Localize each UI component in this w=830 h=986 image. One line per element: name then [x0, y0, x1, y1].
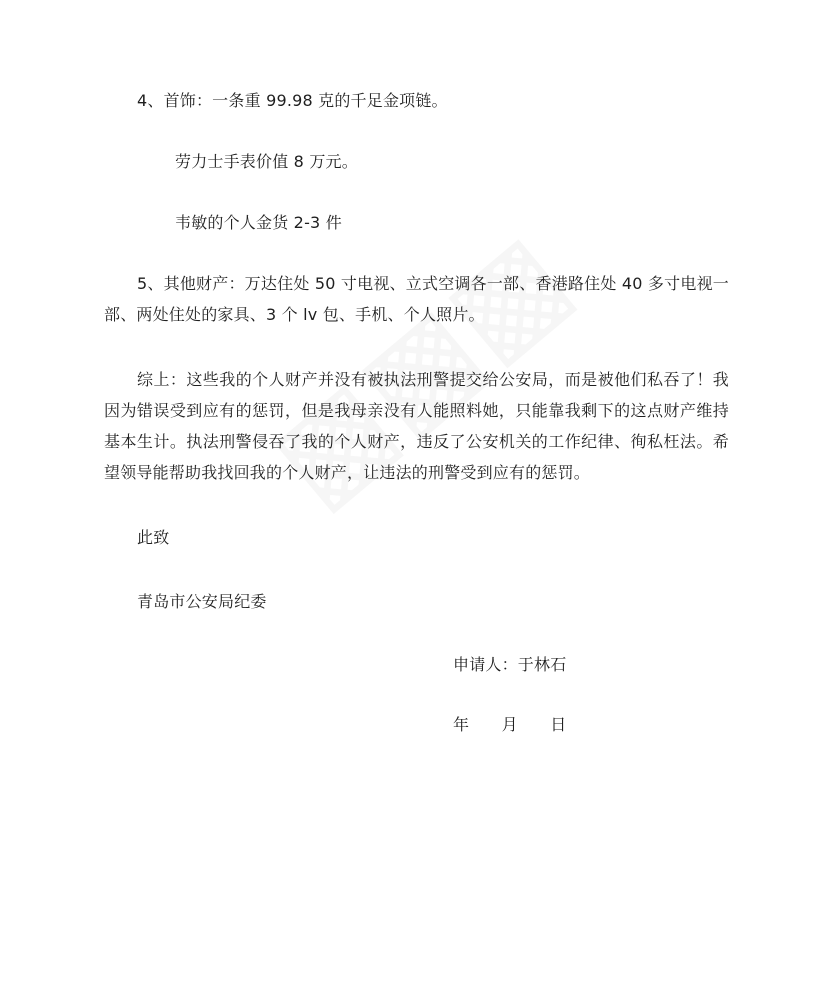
item-5-other-property: 5、其他财产：万达住处 50 寸电视、立式空调各一部、香港路住处 40 多寸电视一部、两处住处的家具、3 个 lv 包、手机、个人照片。	[104, 274, 729, 324]
closing-salutation: 此致	[137, 528, 170, 547]
item-4-watch: 劳力士手表价值 8 万元。	[175, 152, 358, 171]
summary-paragraph: 综上：这些我的个人财产并没有被执法刑警提交给公安局，而是被他们私吞了！我因为错误受到应有的惩罚，但是我母亲没有人能照料她，只能靠我剩下的这点财产维持基本生计。执法刑警侵吞了我的个人财产，违反了公安机关的工作纪律、徇私枉法。希望领导能帮助我找回我的个人财产，让违法的刑警受到应有的惩罚。	[104, 370, 729, 482]
recipient-line: 青岛市公安局纪委	[137, 592, 267, 611]
item-4-jewelry: 4、首饰：一条重 99.98 克的千足金项链。	[137, 91, 448, 110]
item-4-gold-goods: 韦敏的个人金货 2-3 件	[175, 213, 342, 232]
applicant-signature: 申请人：于林石	[453, 655, 567, 674]
date-line: 年 月 日	[453, 715, 567, 734]
